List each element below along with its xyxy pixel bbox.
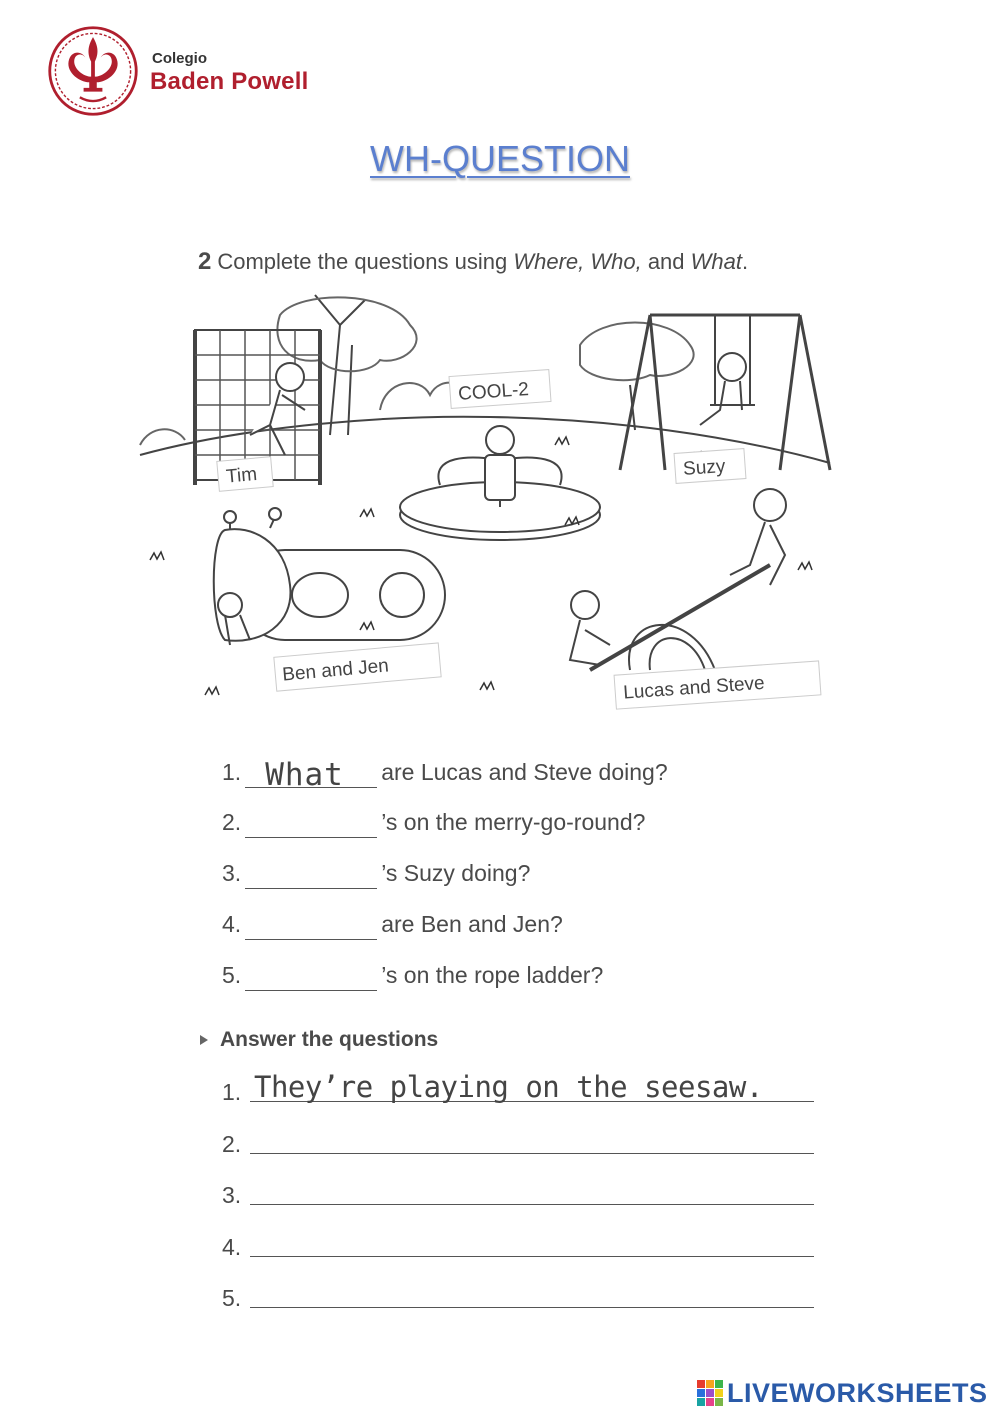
logo-block (697, 1380, 705, 1388)
label-ben-jen: Ben and Jen (281, 655, 390, 686)
question-number: 3. (222, 860, 242, 886)
instruction-end: . (742, 249, 749, 274)
answers-heading-text: Answer the questions (220, 1028, 439, 1051)
question-blank[interactable] (245, 862, 377, 889)
answer-underline (250, 1153, 814, 1154)
instruction-italic-last: What (690, 249, 742, 274)
instruction-mid: and (641, 249, 691, 274)
exercise-instruction (198, 248, 748, 276)
logo-block (715, 1398, 723, 1406)
logo-block (706, 1398, 714, 1406)
triangle-bullet-icon (200, 1035, 208, 1045)
question-1 (222, 756, 668, 793)
question-text: are Ben and Jen? (381, 911, 563, 937)
instruction-italic: Where, Who, (513, 249, 642, 274)
exercise-number: 2 (198, 248, 212, 275)
question-text: ’s Suzy doing? (381, 860, 531, 886)
question-text: ’s on the rope ladder? (381, 962, 604, 988)
question-number: 4. (222, 911, 242, 937)
question-text: ’s on the merry-go-round? (381, 809, 646, 835)
logo-block (715, 1380, 723, 1388)
question-5 (222, 959, 603, 991)
label-lucas-steve: Lucas and Steve (622, 672, 766, 704)
answer-line-2[interactable] (222, 1124, 814, 1158)
answer-underline (250, 1204, 814, 1205)
answer-underline (250, 1256, 814, 1257)
brand-name: LIVEWORKSHEETS (727, 1377, 988, 1408)
question-blank[interactable] (245, 964, 377, 991)
label-suzy: Suzy (682, 455, 727, 480)
question-blank[interactable] (245, 757, 377, 793)
label-tim: Tim (225, 463, 258, 488)
answers-heading (200, 1028, 438, 1052)
answer-underline (250, 1307, 814, 1308)
question-number: 5. (222, 962, 242, 988)
school-logo-icon (46, 24, 140, 118)
handwritten-answer: They’re playing on the seesaw. (254, 1070, 763, 1104)
answer-number: 2. (222, 1131, 242, 1157)
logo-block (706, 1380, 714, 1388)
question-2 (222, 806, 645, 838)
label-cool2: COOL-2 (457, 379, 530, 405)
handwritten-answer: What (265, 757, 344, 793)
answer-line-4[interactable] (222, 1227, 814, 1261)
answer-line-1[interactable] (222, 1072, 814, 1106)
school-prefix: Colegio (152, 50, 207, 67)
answer-line-3[interactable] (222, 1175, 814, 1209)
answer-number: 5. (222, 1285, 242, 1311)
playground-illustration (130, 285, 840, 725)
instruction-text: Complete the questions using (217, 249, 514, 274)
school-name: Baden Powell (150, 68, 309, 95)
logo-block (706, 1389, 714, 1397)
logo-block (715, 1389, 723, 1397)
answer-number: 1. (222, 1079, 242, 1105)
liveworksheets-logo-icon (697, 1380, 723, 1406)
page-title: WH-QUESTION (370, 138, 630, 179)
question-number: 1. (222, 759, 242, 785)
question-3 (222, 857, 530, 889)
question-blank[interactable] (245, 913, 377, 940)
answer-line-5[interactable] (222, 1278, 814, 1312)
question-blank[interactable] (245, 811, 377, 838)
answer-number: 4. (222, 1234, 242, 1260)
logo-block (697, 1398, 705, 1406)
answer-number: 3. (222, 1182, 242, 1208)
question-number: 2. (222, 809, 242, 835)
logo-block (697, 1389, 705, 1397)
liveworksheets-brand (697, 1375, 988, 1411)
question-text: are Lucas and Steve doing? (381, 759, 668, 785)
question-4 (222, 908, 563, 940)
